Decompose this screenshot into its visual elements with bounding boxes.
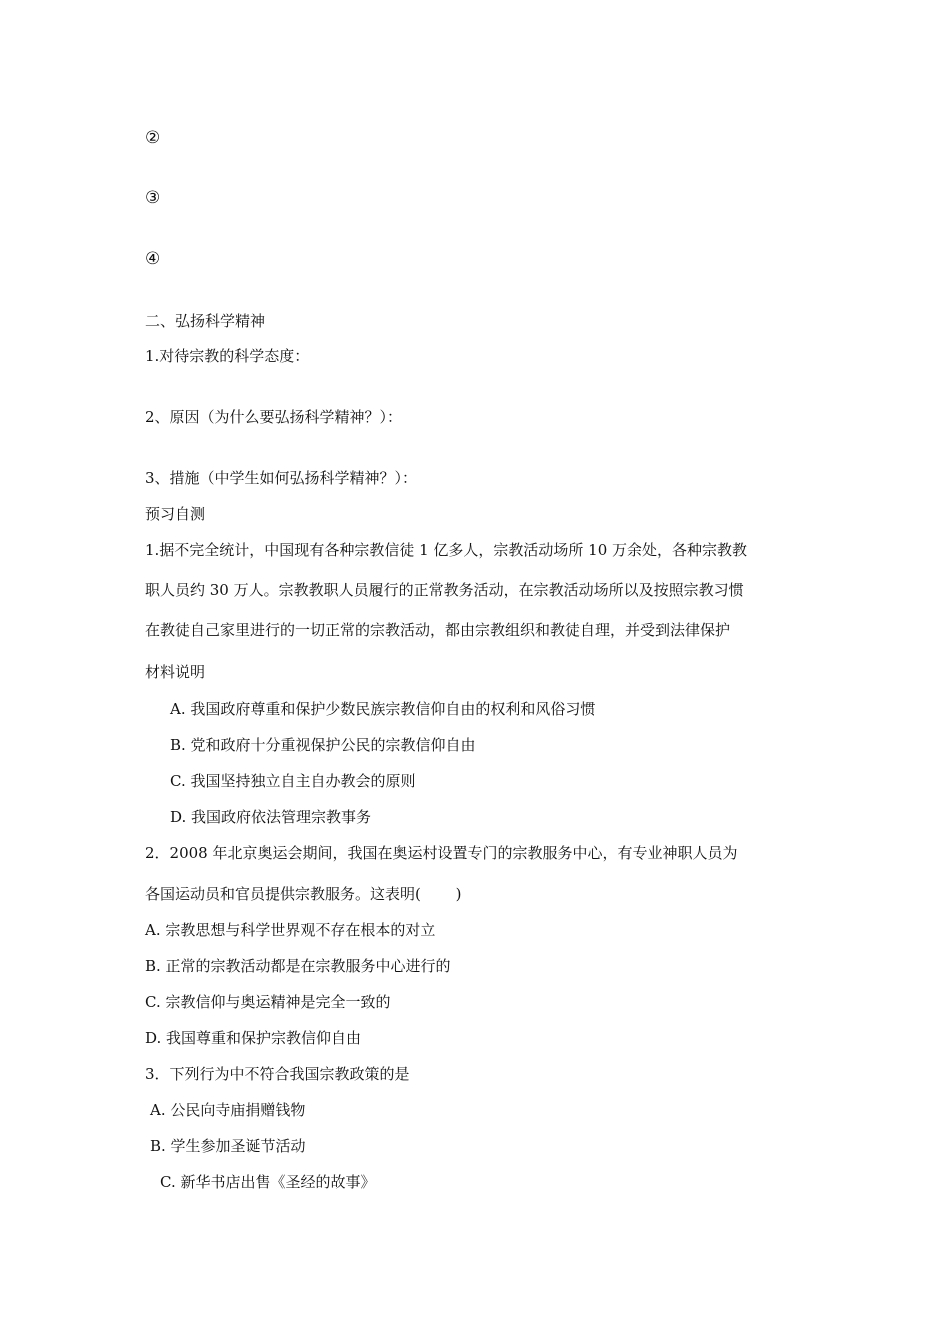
question-1-option-a: A. 我国政府尊重和保护少数民族宗教信仰自由的权利和风俗习惯 <box>170 700 596 718</box>
question-3-option-a: A. 公民向寺庙捐赠钱物 <box>150 1101 306 1119</box>
outline-marker-2: ② <box>145 128 161 148</box>
preview-heading: 预习自测 <box>145 505 206 523</box>
question-2-line-1: 2．2008 年北京奥运会期间，我国在奥运村设置专门的宗教服务中心，有专业神职人员为 <box>145 844 738 862</box>
outline-marker-3: ③ <box>145 188 161 208</box>
question-1-option-d: D. 我国政府依法管理宗教事务 <box>170 808 372 826</box>
section-heading-promote-science: 二、弘扬科学精神 <box>145 312 266 330</box>
question-1-option-c: C. 我国坚持独立自主自办教会的原则 <box>170 772 416 790</box>
question-2-option-b: B. 正常的宗教活动都是在宗教服务中心进行的 <box>145 957 451 975</box>
section-item-1: 1.对待宗教的科学态度： <box>145 347 310 365</box>
question-1-line-3: 在教徒自己家里进行的一切正常的宗教活动，都由宗教组织和教徒自理，并受到法律保护 <box>145 621 731 639</box>
outline-marker-4: ④ <box>145 249 161 269</box>
question-2-option-c: C. 宗教信仰与奥运精神是完全一致的 <box>145 993 391 1011</box>
section-item-3: 3、措施（中学生如何弘扬科学精神？）： <box>145 469 418 487</box>
question-1-line-1: 1.据不完全统计，中国现有各种宗教信徒 1 亿多人，宗教活动场所 10 万余处，各种宗教教 <box>145 541 748 559</box>
section-item-2: 2、原因（为什么要弘扬科学精神？）： <box>145 408 403 426</box>
question-2-line-2: 各国运动员和官员提供宗教服务。这表明( ) <box>145 885 462 903</box>
question-2-option-a: A. 宗教思想与科学世界观不存在根本的对立 <box>145 921 436 939</box>
question-3-line-1: 3．下列行为中不符合我国宗教政策的是 <box>145 1065 410 1083</box>
question-2-option-d: D. 我国尊重和保护宗教信仰自由 <box>145 1029 362 1047</box>
question-3-option-b: B. 学生参加圣诞节活动 <box>150 1137 306 1155</box>
question-1-line-4: 材料说明 <box>145 663 206 681</box>
question-1-option-b: B. 党和政府十分重视保护公民的宗教信仰自由 <box>170 736 476 754</box>
question-1-line-2: 职人员约 30 万人。宗教教职人员履行的正常教务活动，在宗教活动场所以及按照宗教习惯 <box>145 581 744 599</box>
question-3-option-c: C. 新华书店出售《圣经的故事》 <box>160 1173 376 1191</box>
